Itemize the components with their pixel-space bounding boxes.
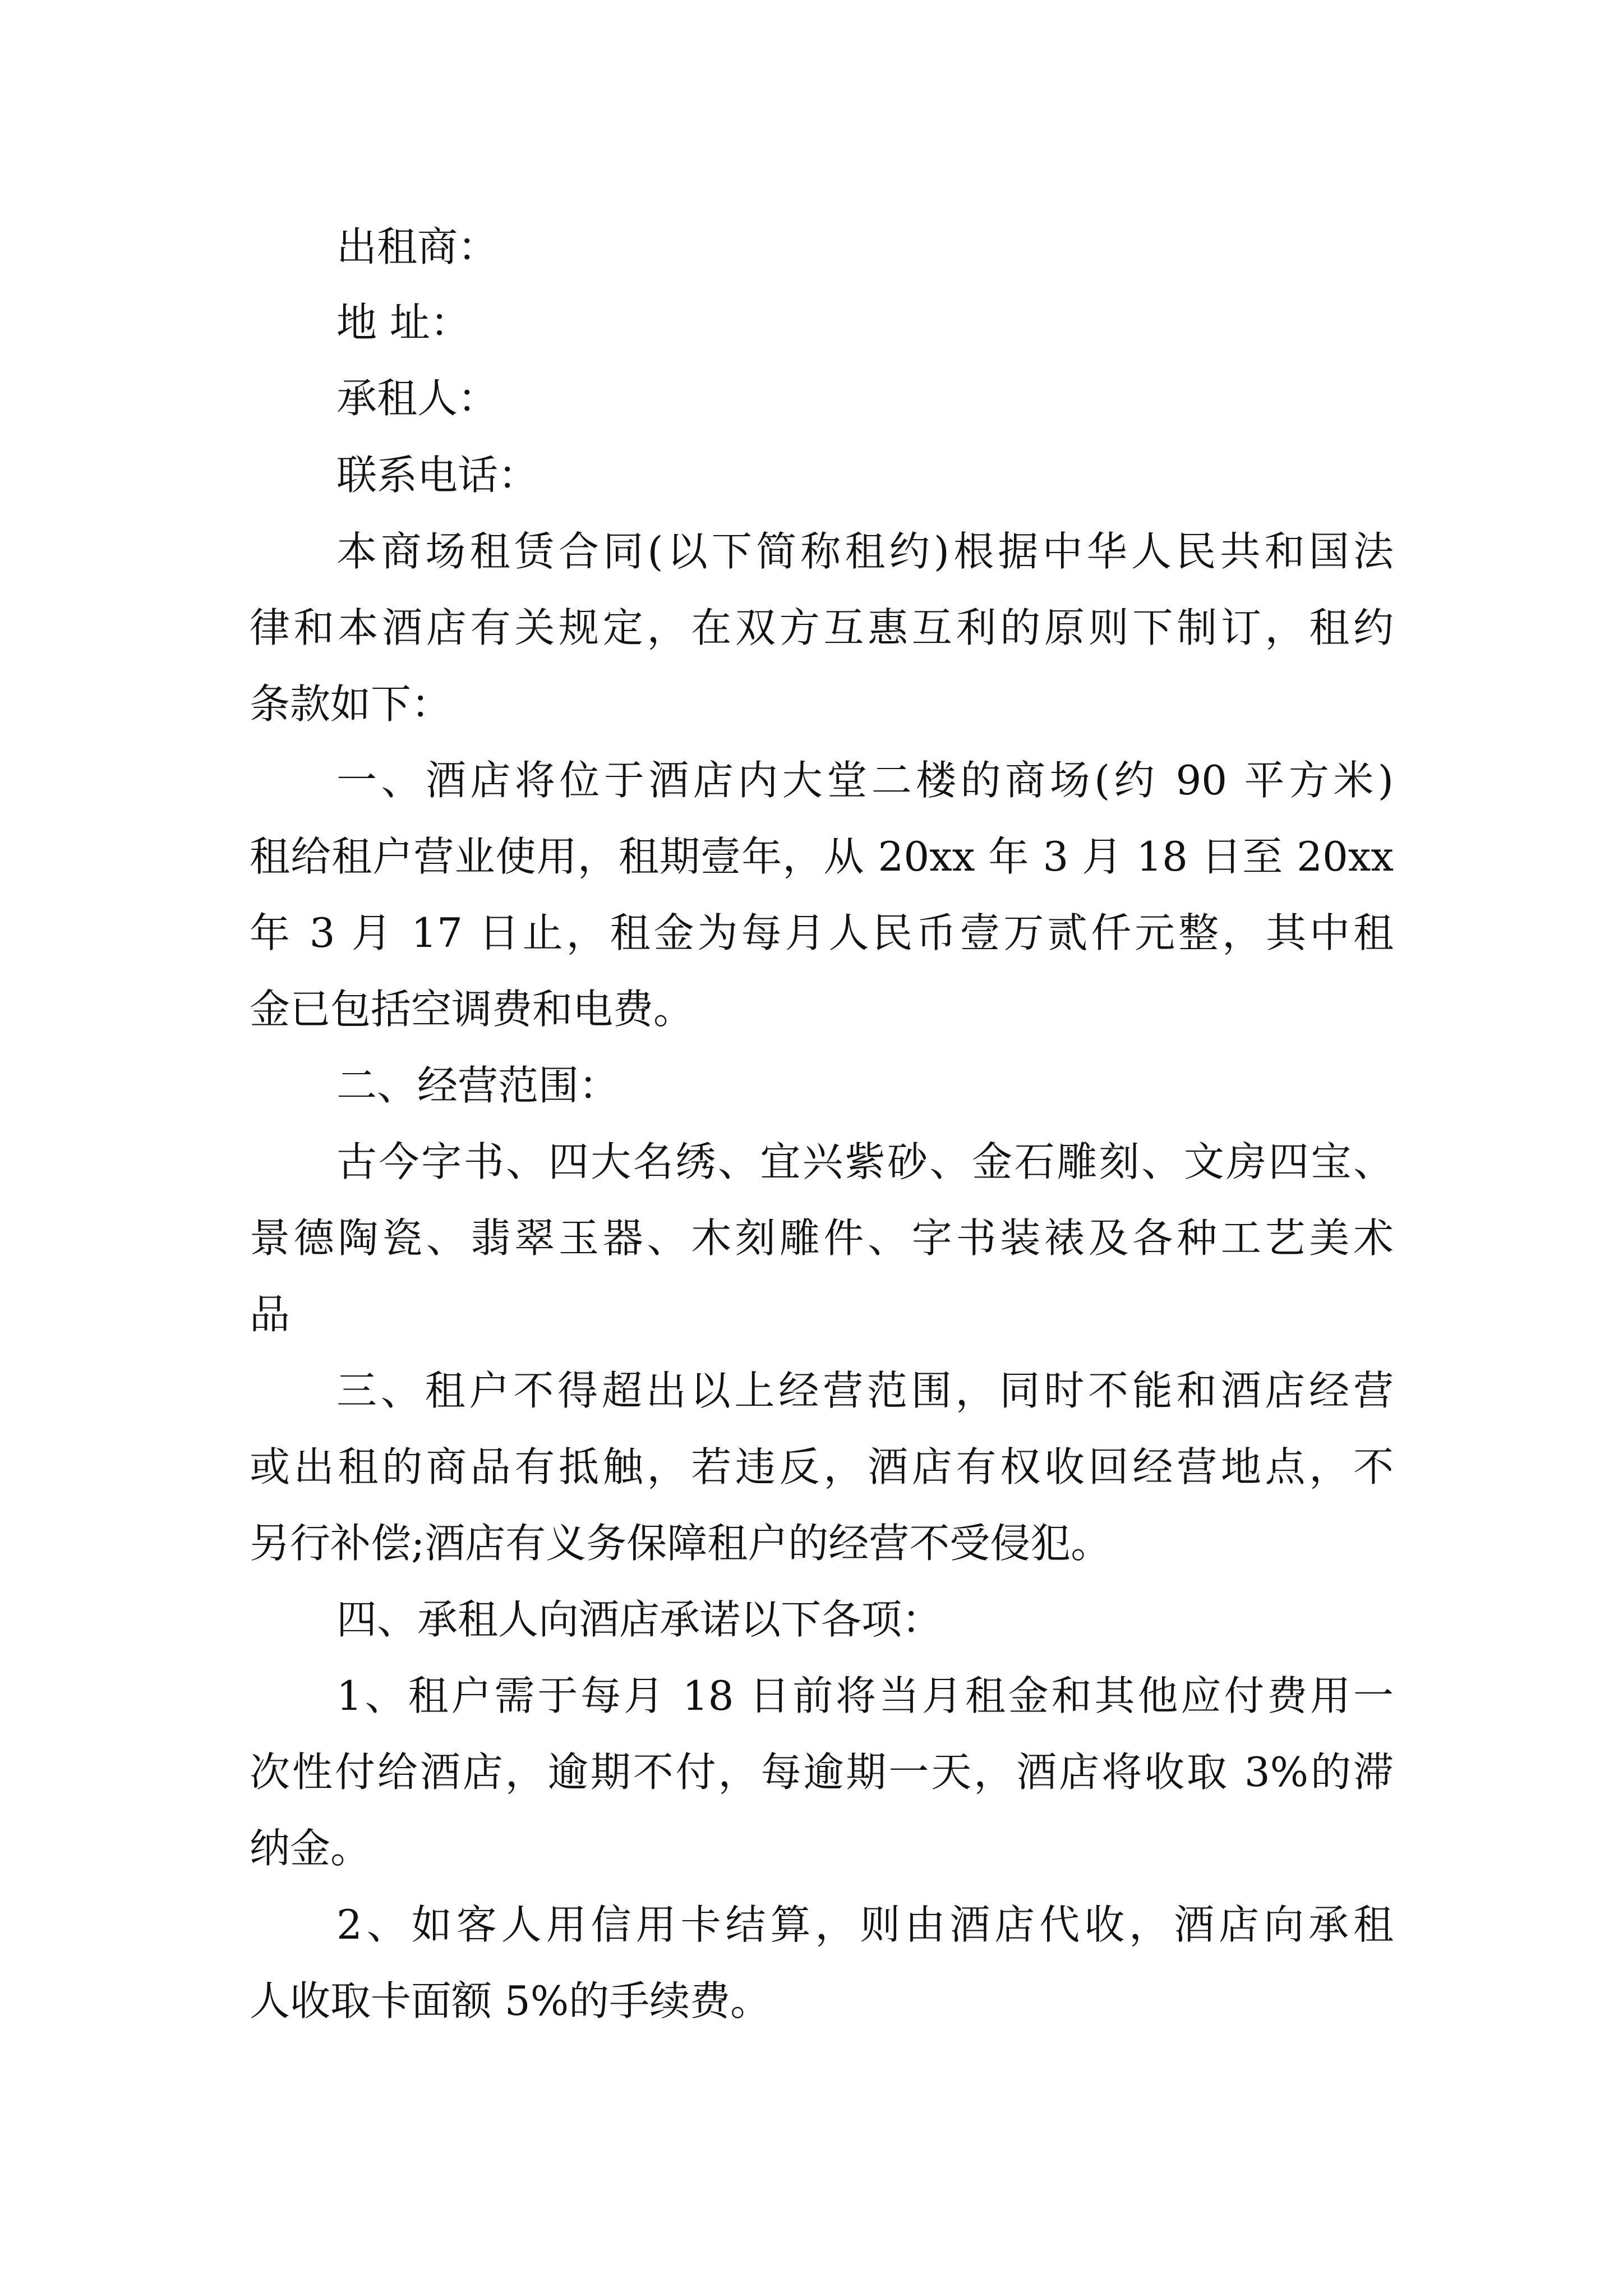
clause-3-line-1: 三、租户不得超出以上经营范围，同时不能和酒店经营	[336, 1367, 1394, 1414]
clause-4-heading: 四、承租人向酒店承诺以下各项：	[336, 1596, 943, 1643]
business-scope-line-2: 景德陶瓷、翡翠玉器、木刻雕件、字书装裱及各种工艺美术	[250, 1214, 1394, 1262]
intro-paragraph-line-2: 律和本酒店有关规定，在双方互惠互利的原则下制订，租约	[250, 604, 1394, 651]
item-2-line-2: 人收取卡面额 5%的手续费。	[250, 1977, 771, 2024]
item-1-line-2: 次性付给酒店，逾期不付，每逾期一天，酒店将收取 3%的滞	[250, 1749, 1394, 1796]
business-scope-line-3: 品	[250, 1291, 291, 1338]
address-label: 地 址：	[336, 299, 471, 346]
clause-1-line-1: 一、酒店将位于酒店内大堂二楼的商场(约 90 平方米)	[336, 757, 1394, 804]
clause-1-line-3: 年 3 月 17 日止，租金为每月人民币壹万贰仟元整，其中租	[250, 909, 1394, 956]
intro-paragraph-line-1: 本商场租赁合同(以下简称租约)根据中华人民共和国法	[336, 528, 1394, 575]
lessor-label: 出租商：	[336, 223, 499, 270]
item-1-line-3: 纳金。	[250, 1825, 371, 1872]
clause-1-line-2: 租给租户营业使用，租期壹年，从 20xx 年 3 月 18 日至 20xx	[250, 833, 1394, 880]
item-2-line-1: 2、如客人用信用卡结算，则由酒店代收，酒店向承租	[336, 1901, 1394, 1948]
clause-3-line-3: 另行补偿;酒店有义务保障租户的经营不受侵犯。	[250, 1520, 1112, 1567]
intro-paragraph-line-3: 条款如下：	[250, 680, 452, 728]
clause-2-heading: 二、经营范围：	[336, 1062, 620, 1109]
lessee-label: 承租人：	[336, 375, 499, 422]
item-1-line-1: 1、租户需于每月 18 日前将当月租金和其他应付费用一	[336, 1672, 1394, 1719]
clause-1-line-4: 金已包括空调费和电费。	[250, 986, 694, 1033]
phone-label: 联系电话：	[336, 452, 539, 499]
clause-3-line-2: 或出租的商品有抵触，若违反，酒店有权收回经营地点，不	[250, 1443, 1394, 1490]
business-scope-line-1: 古今字书、四大名绣、宜兴紫砂、金石雕刻、文房四宝、	[336, 1138, 1394, 1185]
